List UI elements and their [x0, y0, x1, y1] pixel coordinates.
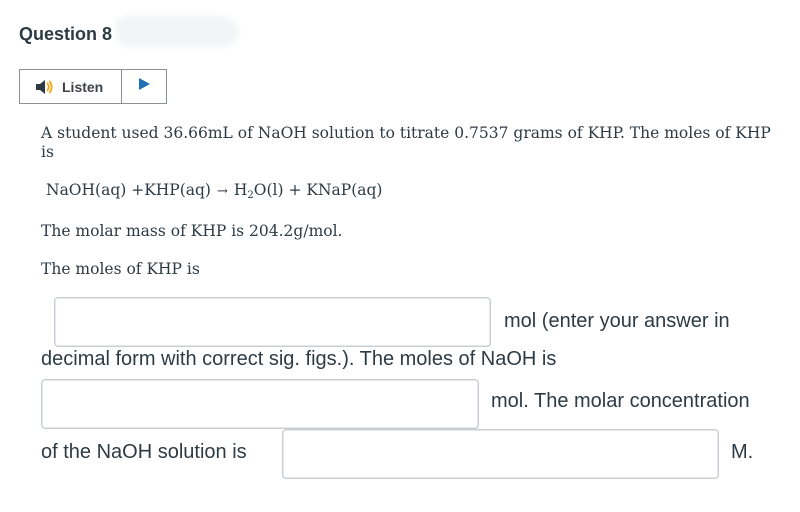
molar-mass-text: The molar mass of KHP is 204.2g/mol. — [41, 222, 343, 240]
instruction-line: decimal form with correct sig. figs.). The moles of NaOH is — [41, 348, 557, 370]
before-input3-text: of the NaOH solution is — [41, 441, 247, 463]
speaker-icon — [34, 79, 54, 95]
equation-subscript: 2 — [247, 190, 254, 201]
unit-molarity: M. — [731, 441, 754, 463]
chemical-equation — [46, 181, 382, 201]
listen-toolbar — [19, 69, 167, 104]
equation-products: O(l) + KNaP(aq) — [253, 181, 383, 199]
listen-label: Listen — [62, 78, 104, 95]
listen-button[interactable] — [20, 70, 122, 103]
after-input1-text: mol (enter your answer in — [504, 310, 730, 332]
molarity-naoh-input[interactable] — [282, 429, 719, 479]
moles-naoh-input[interactable] — [41, 379, 479, 429]
reaction-arrow: → — [216, 184, 228, 199]
moles-khp-prompt: The moles of KHP is — [41, 260, 200, 278]
question-title: Question 8 — [19, 24, 113, 44]
question-paragraph: A student used 36.66mL of NaOH solution to titrate 0.7537 grams of KHP. The moles of KHP is — [41, 124, 771, 161]
after-input2-text: mol. The molar concentration — [491, 390, 750, 412]
play-icon — [137, 77, 151, 96]
equation-h: H — [233, 181, 248, 199]
moles-khp-input[interactable] — [54, 297, 491, 347]
equation-reactants: NaOH(aq) +KHP(aq) — [46, 181, 211, 199]
redacted-area — [116, 16, 238, 46]
play-button[interactable] — [122, 70, 166, 103]
